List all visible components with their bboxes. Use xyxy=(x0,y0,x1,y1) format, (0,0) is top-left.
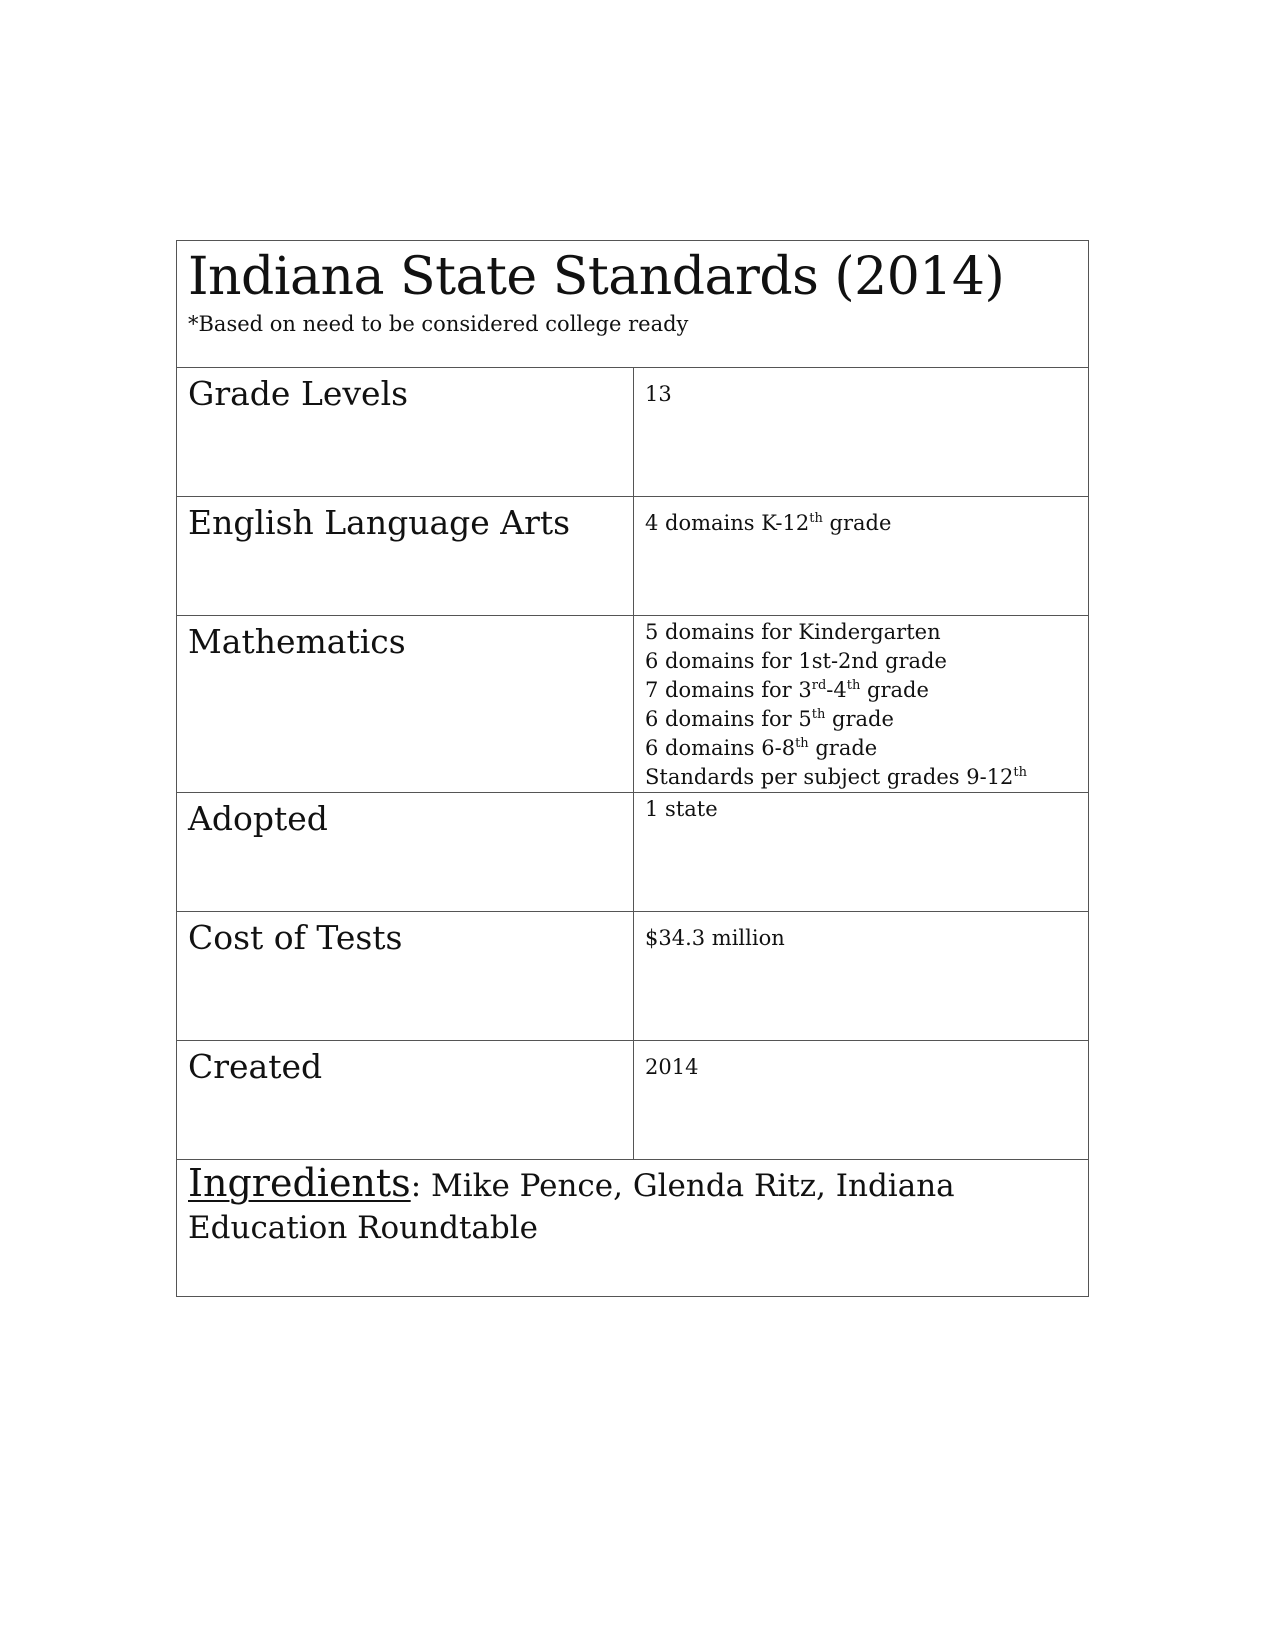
standards-card xyxy=(176,240,1089,1297)
ingredients-label: Ingredients xyxy=(188,1161,411,1205)
ela-value-text: 4 domains K-12th grade xyxy=(645,511,892,535)
row-value: 13 xyxy=(645,382,672,406)
math-line: Standards per subject grades 9-12th xyxy=(645,765,1028,789)
row-label: Mathematics xyxy=(177,616,634,792)
row-label: Cost of Tests xyxy=(177,912,634,1040)
row-value: $34.3 million xyxy=(645,926,785,950)
title-cell xyxy=(177,241,1088,368)
math-line: 7 domains for 3rd-4th grade xyxy=(645,678,929,702)
ordinal-superscript: th xyxy=(1013,765,1028,780)
math-line: 6 domains 6-8th grade xyxy=(645,736,878,760)
ingredients-colon: : xyxy=(410,1168,431,1204)
row-value: 1 state xyxy=(645,797,718,821)
ordinal-superscript: th xyxy=(809,511,823,526)
row-label: English Language Arts xyxy=(177,497,634,615)
math-value-list xyxy=(634,616,1088,792)
ingredients-text: Mike Pence, Glenda Ritz, Indiana Education Roundtable xyxy=(188,1168,955,1246)
row-label: Adopted xyxy=(177,793,634,911)
ingredients-section xyxy=(177,1160,1088,1296)
row-value xyxy=(634,497,1088,615)
ordinal-superscript: rd xyxy=(811,678,827,693)
row-grade-levels xyxy=(177,368,1088,497)
row-cost-of-tests xyxy=(177,912,1088,1041)
row-label: Created xyxy=(177,1041,634,1159)
page-title: Indiana State Standards (2014) xyxy=(188,247,1005,307)
math-line: 6 domains for 1st-2nd grade xyxy=(645,649,947,673)
row-english-language-arts xyxy=(177,497,1088,616)
math-line: 5 domains for Kindergarten xyxy=(645,620,941,644)
ordinal-superscript: th xyxy=(846,678,861,693)
row-label: Grade Levels xyxy=(177,368,634,496)
subtitle: *Based on need to be considered college ready xyxy=(188,312,689,336)
ordinal-superscript: th xyxy=(795,736,809,751)
row-mathematics xyxy=(177,616,1088,793)
math-line: 6 domains for 5th grade xyxy=(645,707,894,731)
row-created xyxy=(177,1041,1088,1160)
row-adopted xyxy=(177,793,1088,912)
row-value: 2014 xyxy=(645,1055,699,1079)
ordinal-superscript: th xyxy=(811,707,826,722)
